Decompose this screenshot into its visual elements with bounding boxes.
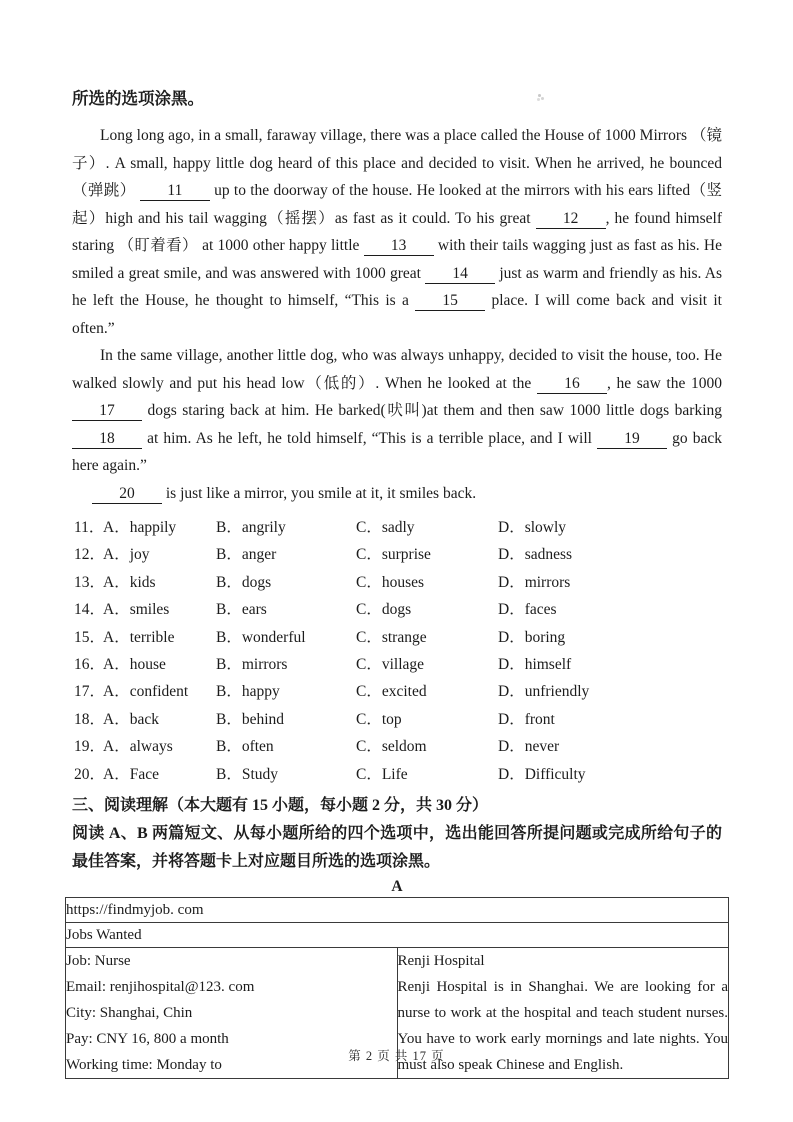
question-row-20 bbox=[72, 761, 722, 788]
option-d: D．mirrors bbox=[498, 573, 571, 591]
section-heading: 三、阅读理解（本大题有 15 小题，每小题 2 分，共 30 分） bbox=[72, 797, 489, 815]
job-detail-line: City: Shanghai, Chin bbox=[66, 1005, 193, 1022]
cloze-blank-12: 12 bbox=[536, 209, 606, 229]
job-detail-line: Job: Nurse bbox=[66, 953, 131, 970]
option-b: B．angrily bbox=[216, 519, 286, 536]
passage-paragraph-2: In the same village, another little dog, who was always unhappy, decided to visit the house, too. He walked slowly and put his head low（低的）. When he looked at the 16 , he saw the 1000 17 dogs staring back at him. He barked(吠叫)at them and then saw 1000 little dogs barking 18 at him. As he left, he told himself, “This is a terrible place, and I will 19 go back here again.” bbox=[72, 347, 722, 474]
option-d: D．sadness bbox=[498, 546, 573, 564]
option-d: D．front bbox=[498, 710, 555, 728]
option-d: D．boring bbox=[498, 628, 566, 646]
option-c: C．top bbox=[356, 710, 402, 728]
option-a: A．joy bbox=[103, 546, 150, 564]
question-number: 17． bbox=[74, 683, 106, 701]
option-b: B．dogs bbox=[216, 573, 272, 591]
passage-label-a: A bbox=[391, 878, 403, 896]
questions bbox=[72, 514, 722, 788]
job-detail-line: Email: renjihospital@123. com bbox=[66, 979, 255, 996]
job-detail-line: Pay: CNY 16, 800 a month bbox=[66, 1031, 229, 1048]
question-number: 13． bbox=[74, 573, 106, 591]
question-row-16 bbox=[72, 651, 722, 678]
cloze-blank-15: 15 bbox=[415, 291, 485, 311]
section-instructions: 阅读 A、B 两篇短文、从每小题所给的四个选项中，选出能回答所提问题或完成所给句子的最佳答案，并将答题卡上对应题目所选的选项涂黑。 bbox=[72, 825, 722, 870]
option-a: A．house bbox=[103, 656, 166, 674]
cloze-blank-14: 14 bbox=[425, 264, 495, 284]
option-c: C．dogs bbox=[356, 601, 412, 619]
cloze-blank-19: 19 bbox=[597, 429, 667, 449]
option-c: C．strange bbox=[356, 628, 427, 646]
option-d: D．Difficulty bbox=[498, 765, 586, 783]
option-a: A．happily bbox=[103, 519, 177, 536]
option-d: D．faces bbox=[498, 601, 557, 619]
question-row-11 bbox=[72, 514, 722, 541]
option-c: C．seldom bbox=[356, 738, 427, 756]
job-description: Renji Hospital is in Shanghai. We are looking for a nurse to work at the hospital and teach student nurses. You have to work early mornings and late nights. You must also speak Chinese and English. bbox=[397, 979, 728, 1074]
question-number: 11． bbox=[74, 519, 105, 536]
question-number: 18． bbox=[74, 710, 106, 728]
option-c: C．village bbox=[356, 656, 425, 674]
question-row-12 bbox=[72, 541, 722, 568]
option-b: B．anger bbox=[216, 546, 277, 564]
option-b: B．wonderful bbox=[216, 628, 306, 646]
option-d: D．unfriendly bbox=[498, 683, 590, 701]
page-content bbox=[66, 86, 728, 1079]
option-c: C．surprise bbox=[356, 546, 431, 564]
cloze-blank-16: 16 bbox=[537, 374, 607, 394]
question-row-14 bbox=[72, 596, 722, 623]
question-number: 20． bbox=[74, 765, 106, 783]
question-number: 19． bbox=[74, 738, 106, 756]
passage-paragraph-3: 20 is just like a mirror, you smile at it, it smiles back. bbox=[72, 480, 722, 508]
jobs-wanted-header: Jobs Wanted bbox=[66, 923, 729, 948]
option-d: D．never bbox=[498, 738, 560, 756]
option-a: A．confident bbox=[103, 683, 189, 701]
option-c: C．sadly bbox=[356, 519, 415, 536]
cloze-blank-13: 13 bbox=[364, 236, 434, 256]
table-row-url bbox=[66, 898, 729, 923]
question-row-19 bbox=[72, 733, 722, 760]
cloze-blank-11: 11 bbox=[140, 181, 210, 201]
cloze-blank-18: 18 bbox=[72, 429, 142, 449]
option-d: D．himself bbox=[498, 656, 572, 674]
option-a: A．Face bbox=[103, 765, 159, 783]
option-a: A．terrible bbox=[103, 628, 175, 646]
option-a: A．smiles bbox=[103, 601, 170, 619]
job-detail-line: Working time: Monday to bbox=[66, 1057, 222, 1074]
option-a: A．kids bbox=[103, 573, 156, 591]
question-row-18 bbox=[72, 706, 722, 733]
question-number: 16． bbox=[74, 656, 106, 674]
option-c: C．Life bbox=[356, 765, 408, 783]
passage bbox=[72, 122, 722, 507]
question-number: 12． bbox=[74, 546, 106, 564]
question-row-13 bbox=[72, 569, 722, 596]
option-b: B．behind bbox=[216, 710, 285, 728]
question-row-17 bbox=[72, 678, 722, 705]
passage-paragraph-1: Long long ago, in a small, faraway village, there was a place called the House of 1000 Mirrors （镜子）. A small, happy little dog heard of this place and decided to visit. When he arrived, he bounced （弹跳） 11 up to the doorway of the house. He looked at the mirrors with his ears lifted（竖起）high and his tail wagging（摇摆）as fast as it could. To his great 12 , he found himself staring （盯着看） at 1000 other happy little 13 with their tails wagging just as fast as his. He smiled a great smile, and was answered with 1000 great 14 just as warm and friendly as his. As he left the House, he thought to himself, “This is a 15 place. I will come back and visit it often.” bbox=[72, 127, 722, 337]
cloze-blank-17: 17 bbox=[72, 401, 142, 421]
option-a: A．always bbox=[103, 738, 173, 756]
option-b: B．Study bbox=[216, 765, 279, 783]
page-number: 第 2 页 共 17 页 bbox=[348, 1049, 445, 1063]
question-number: 15． bbox=[74, 628, 106, 646]
option-a: A．back bbox=[103, 710, 159, 728]
table-row-header bbox=[66, 923, 729, 948]
option-c: C．houses bbox=[356, 573, 425, 591]
option-b: B．mirrors bbox=[216, 656, 288, 674]
option-c: C．excited bbox=[356, 683, 427, 701]
cloze-blank-20: 20 bbox=[92, 484, 162, 504]
intro-line: 所选的选项涂黑。 bbox=[72, 89, 204, 108]
option-b: B．happy bbox=[216, 683, 280, 701]
hospital-name: Renji Hospital bbox=[397, 953, 485, 970]
option-d: D．slowly bbox=[498, 519, 567, 536]
question-row-15 bbox=[72, 624, 722, 651]
option-b: B．ears bbox=[216, 601, 267, 619]
option-b: B．often bbox=[216, 738, 274, 756]
question-number: 14． bbox=[74, 601, 106, 619]
job-site-url: https://findmyjob. com bbox=[66, 898, 729, 923]
